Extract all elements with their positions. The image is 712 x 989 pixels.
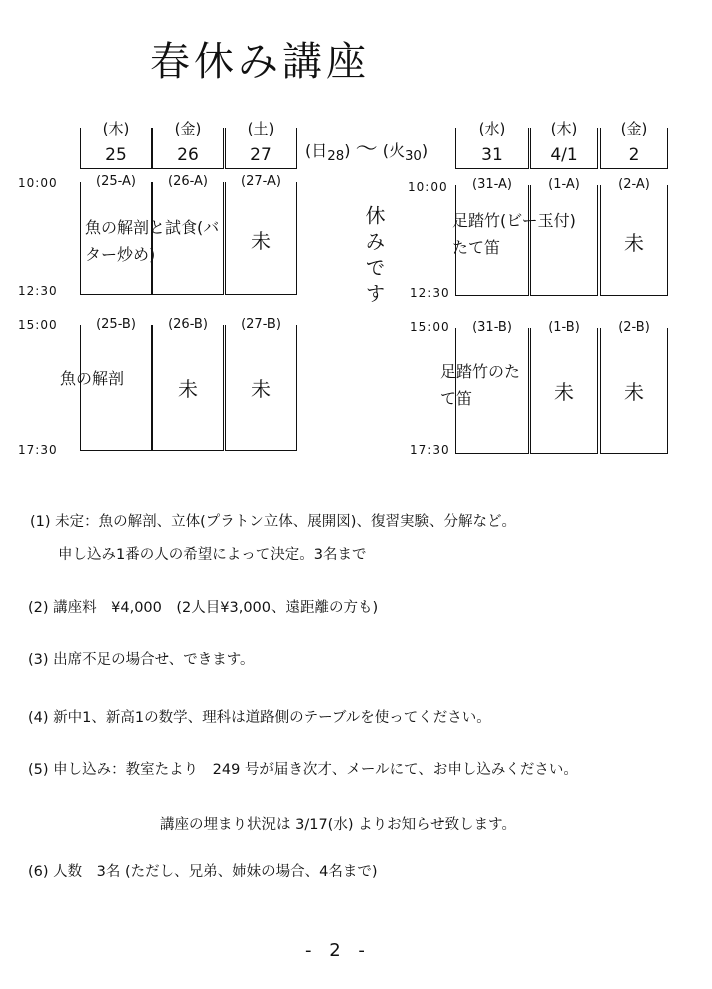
- slot-25-b: [60, 317, 152, 451]
- slot-code: (2-B): [601, 320, 667, 335]
- note-2: (2) 講座料 ¥4,000 (2人目¥3,000、遠距離の方も): [28, 600, 379, 616]
- rest-end-dow: 火: [388, 141, 405, 160]
- day-date: 25: [105, 145, 127, 165]
- slot-31-b: [440, 320, 529, 454]
- note-1-cont: 申し込み1番の人の希望によって決定。3名まで: [58, 547, 367, 563]
- slot-2-a: [600, 177, 668, 296]
- day-of-week: (金): [612, 118, 656, 139]
- slot-31-a: [452, 177, 576, 296]
- day-of-week: (金): [166, 118, 210, 139]
- time-am-start: 10:00: [18, 176, 58, 190]
- slot-content: 足踏竹(ビー玉付) たて笛: [452, 211, 576, 258]
- slot-1-b: [530, 320, 598, 454]
- day-date: 4/1: [550, 145, 578, 165]
- rest-start-dow: 日: [311, 141, 328, 160]
- time-pm-end: 17:30: [410, 443, 450, 457]
- slot-code: (2-A): [601, 177, 667, 192]
- day-of-week: (木): [542, 118, 586, 139]
- time-pm-start: 15:00: [410, 320, 450, 334]
- day-date: 27: [250, 145, 272, 165]
- slot-content: 未: [554, 379, 574, 404]
- slot-code: (27-A): [226, 174, 296, 189]
- time-pm-end: 17:30: [18, 443, 58, 457]
- page-title: 春休み講座: [150, 39, 370, 85]
- slot-code: (25-B): [81, 317, 151, 332]
- note-3: (3) 出席不足の場合せ、できます。: [28, 652, 255, 668]
- time-am-end: 12:30: [410, 286, 450, 300]
- note-4: (4) 新中1、新高1の数学、理科は道路側のテーブルを使ってください。: [28, 710, 491, 726]
- page-number: - 2 -: [305, 940, 371, 961]
- slot-27-a: [225, 174, 297, 295]
- time-am-end: 12:30: [18, 284, 58, 298]
- slot-27-b: [225, 317, 297, 451]
- day-date: 2: [628, 145, 640, 165]
- slot-code: (26-A): [153, 174, 223, 189]
- slot-code: (31-A): [456, 177, 528, 192]
- time-pm-start: 15:00: [18, 318, 58, 332]
- day-header: [600, 120, 668, 169]
- day-header: [80, 120, 152, 169]
- slot-content: 未: [624, 230, 644, 255]
- day-of-week: (水): [470, 118, 514, 139]
- slot-code: (26-B): [153, 317, 223, 332]
- rest-label: 休みです: [362, 205, 386, 309]
- day-header: [530, 120, 598, 169]
- slot-content: 足踏竹のたて笛: [440, 362, 521, 409]
- day-header: [152, 120, 224, 169]
- day-header: [225, 120, 297, 169]
- note-5-cont: 講座の埋まり状況は 3/17(水) よりお知らせ致します。: [160, 817, 516, 833]
- day-date: 31: [481, 145, 503, 165]
- slot-26-a: [152, 174, 224, 295]
- slot-1-a: [530, 177, 598, 296]
- rest-start-date: 28: [327, 149, 345, 165]
- day-header: [455, 120, 529, 169]
- day-date: 26: [177, 145, 199, 165]
- time-am-start: 10:00: [408, 180, 448, 194]
- slot-code: (1-B): [531, 320, 597, 335]
- slot-content: 魚の解剖: [60, 369, 125, 388]
- note-6: (6) 人数 3名 (ただし、兄弟、姉妹の場合、4名まで): [28, 864, 378, 880]
- slot-code: (27-B): [226, 317, 296, 332]
- slot-content: 未: [624, 379, 644, 404]
- slot-content: 未: [251, 228, 271, 253]
- rest-end-date: 30: [404, 149, 422, 165]
- day-of-week: (土): [239, 118, 283, 139]
- slot-2-b: [600, 320, 668, 454]
- slot-content: 魚の解剖と試食(バター炒め): [85, 218, 220, 265]
- rest-range: (日$_{28}$) 〜 (火$_{30}$): [305, 137, 429, 165]
- slot-content: 未: [178, 376, 198, 401]
- note-5: (5) 申し込み：教室たより 249 号が届き次才、メールにて、お申し込みください。: [28, 762, 578, 778]
- note-1: (1) 未定：魚の解剖、立体(プラトン立体、展開図)、復習実験、分解など。: [30, 514, 516, 530]
- slot-26-b: [152, 317, 224, 451]
- slot-content: 未: [251, 376, 271, 401]
- slot-code: (31-B): [456, 320, 528, 335]
- day-of-week: (木): [94, 118, 138, 139]
- slot-code: (1-A): [531, 177, 597, 192]
- slot-code: (25-A): [81, 174, 151, 189]
